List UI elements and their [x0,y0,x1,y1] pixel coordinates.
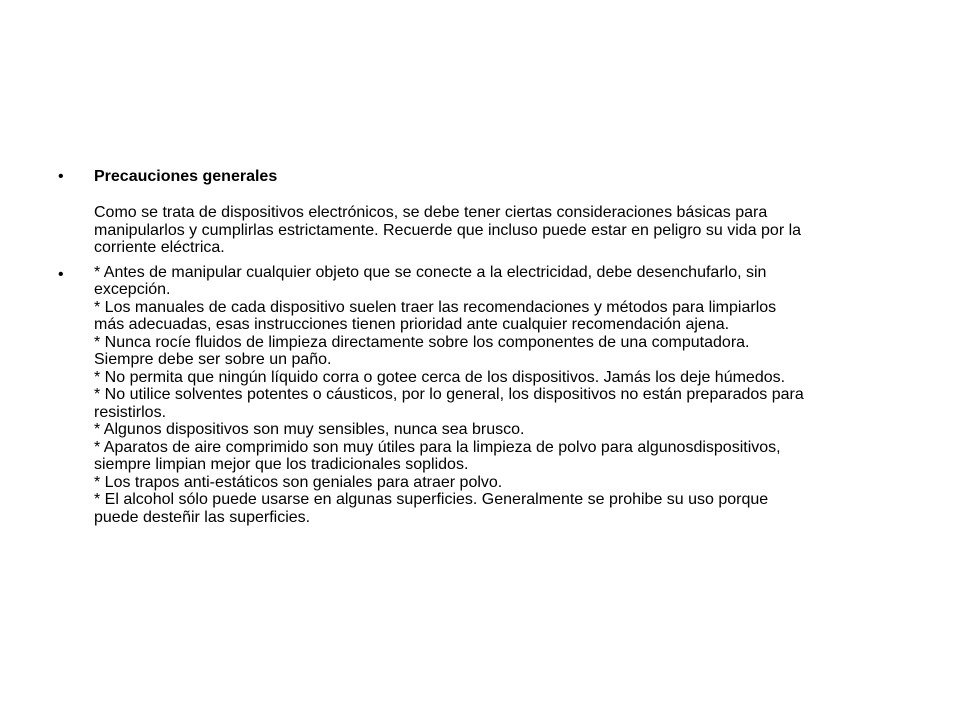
text-line: Siempre debe ser sobre un paño. [94,351,332,368]
text-line: * Aparatos de aire comprimido son muy útiles para la limpieza de polvo para algunosdispositivos, [94,438,781,456]
bullet-title: Precauciones generales [94,168,278,185]
text-line: resistirlos. [94,403,167,421]
text-line: * Los manuales de cada dispositivo suelen traer las recomendaciones y métodos para limpiarlos [94,298,777,316]
text-line: * Los trapos anti-estáticos son geniales para atraer polvo. [94,473,503,491]
bullet-item-precautions [58,166,924,257]
bullet-marker: • [58,265,64,283]
text-line: * No utilice solventes potentes o cáusticos, por lo general, los dispositivos no están preparados para [94,386,804,403]
text-line: puede desteñir las superficies. [94,508,311,526]
text-line: más adecuadas, esas instrucciones tienen prioridad ante cualquier recomendación ajena. [94,316,730,333]
bullet-item-recommendations [58,264,924,527]
line-spacer [94,187,924,204]
text-line: excepción. [94,281,171,298]
text-line: * El alcohol sólo puede usarse en algunas superficies. Generalmente se prohibe su uso porque [94,491,769,508]
text-line: siempre limpian mejor que los tradicionales soplidos. [94,456,469,473]
bullet-marker: • [58,168,64,185]
text-line: * Algunos dispositivos son muy sensibles, nunca sea brusco. [94,421,525,438]
slide-body [58,166,924,533]
text-line: * No permita que ningún líquido corra o gotee cerca de los dispositivos. Jamás los deje húmedos. [94,368,786,386]
text-line: * Nunca rocíe fluidos de limpieza directamente sobre los componentes de una computadora. [94,333,750,351]
text-line: * Antes de manipular cualquier objeto que se conecte a la electricidad, debe desenchufarlo, sin [94,263,767,281]
text-line: corriente eléctrica. [94,239,225,256]
text-line: manipularlos y cumplirlas estrictamente. Recuerde que incluso puede estar en peligro su vida por la [94,221,802,239]
text-line: Como se trata de dispositivos electrónicos, se debe tener ciertas consideraciones básicas para [94,204,768,221]
